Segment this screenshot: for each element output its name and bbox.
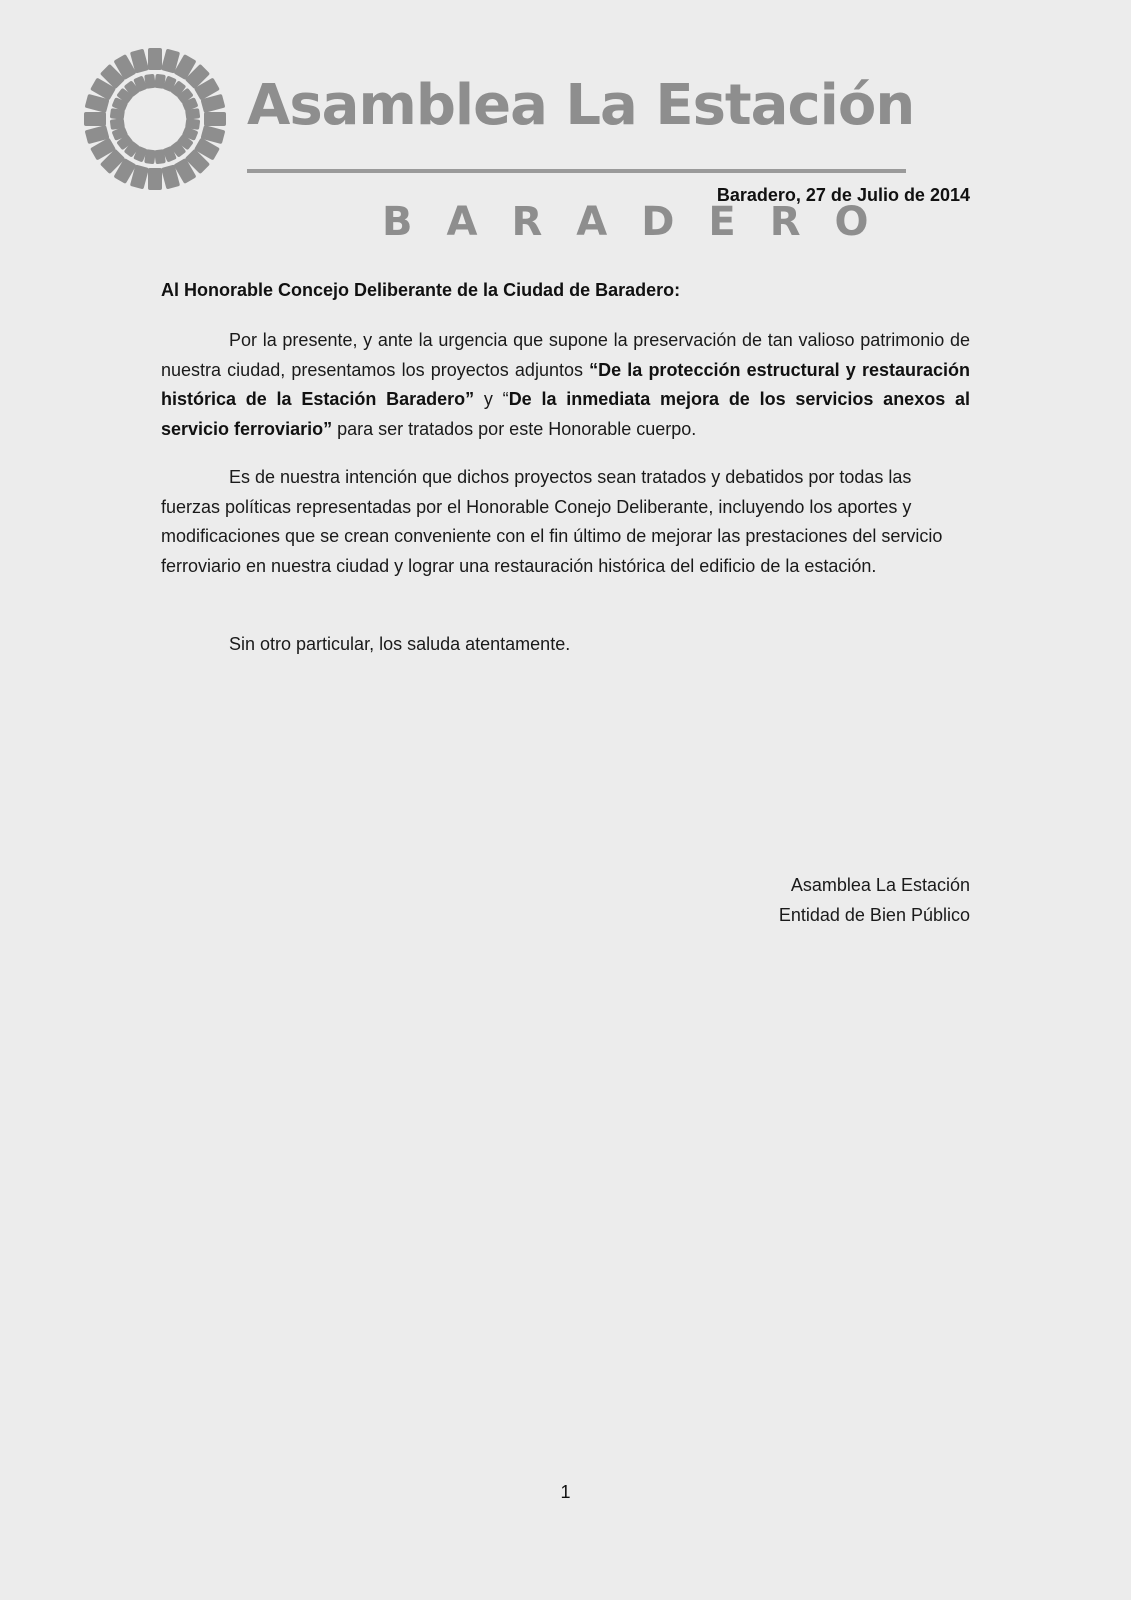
emblem-inner-segment (154, 149, 166, 164)
paragraph-projects-text-2: y “ (474, 389, 509, 410)
emblem-outer-segment (84, 112, 106, 126)
organization-name: Asamblea La Estación (247, 73, 915, 138)
emblem-outer-segment (148, 48, 162, 70)
letter-closing (161, 630, 970, 660)
paragraph-intention-text: Es de nuestra intención que dichos proyectos sean tratados y debatidos por todas las fuerzas políticas representadas por el Honorable Conejo Deliberante, incluyendo los aportes y modificaciones que se crean conveniente con el fin último de mejorar las prestaciones del servicio ferroviario en nuestra ciudad y lograr una restauración histórica del edificio de la estación. (161, 467, 943, 576)
letter-salutation: Al Honorable Concejo Deliberante de la Ciudad de Baradero: (161, 280, 681, 300)
emblem-outer-segment (148, 168, 162, 190)
project-title-2: De la inmediata mejora de los servicios anexos al servicio ferroviario” (161, 389, 970, 439)
paragraph-projects (161, 326, 970, 444)
signature-block (779, 870, 970, 930)
letterhead-divider (247, 169, 906, 173)
paragraph-projects-text-1: Por la presente, y ante la urgencia que supone la preservación de tan valioso patrimonio de nuestra ciudad, presentamos los proyectos adjuntos (161, 330, 970, 380)
project-title-1: “De la protección estructural y restauración histórica de la Estación Baradero” (161, 359, 970, 410)
letter-date: Baradero, 27 de Julio de 2014 (716, 185, 970, 205)
emblem-outer-segment (204, 112, 226, 126)
organization-city: BARADERO (382, 199, 903, 245)
emblem-inner-segment (144, 74, 156, 89)
page-number: 1 (560, 1482, 571, 1502)
emblem-inner-segment (110, 118, 125, 130)
paragraph-projects-text-3: para ser tratados por este Honorable cuerpo. (332, 418, 697, 439)
gear-ring-emblem-icon (80, 44, 230, 194)
paragraph-intention (161, 463, 970, 581)
letter-closing-text: Sin otro particular, los saluda atentamente. (229, 634, 571, 654)
emblem-inner-segment (185, 108, 200, 120)
signature-entity-type: Entidad de Bien Público (778, 905, 970, 925)
signature-organization: Asamblea La Estación (790, 875, 970, 895)
